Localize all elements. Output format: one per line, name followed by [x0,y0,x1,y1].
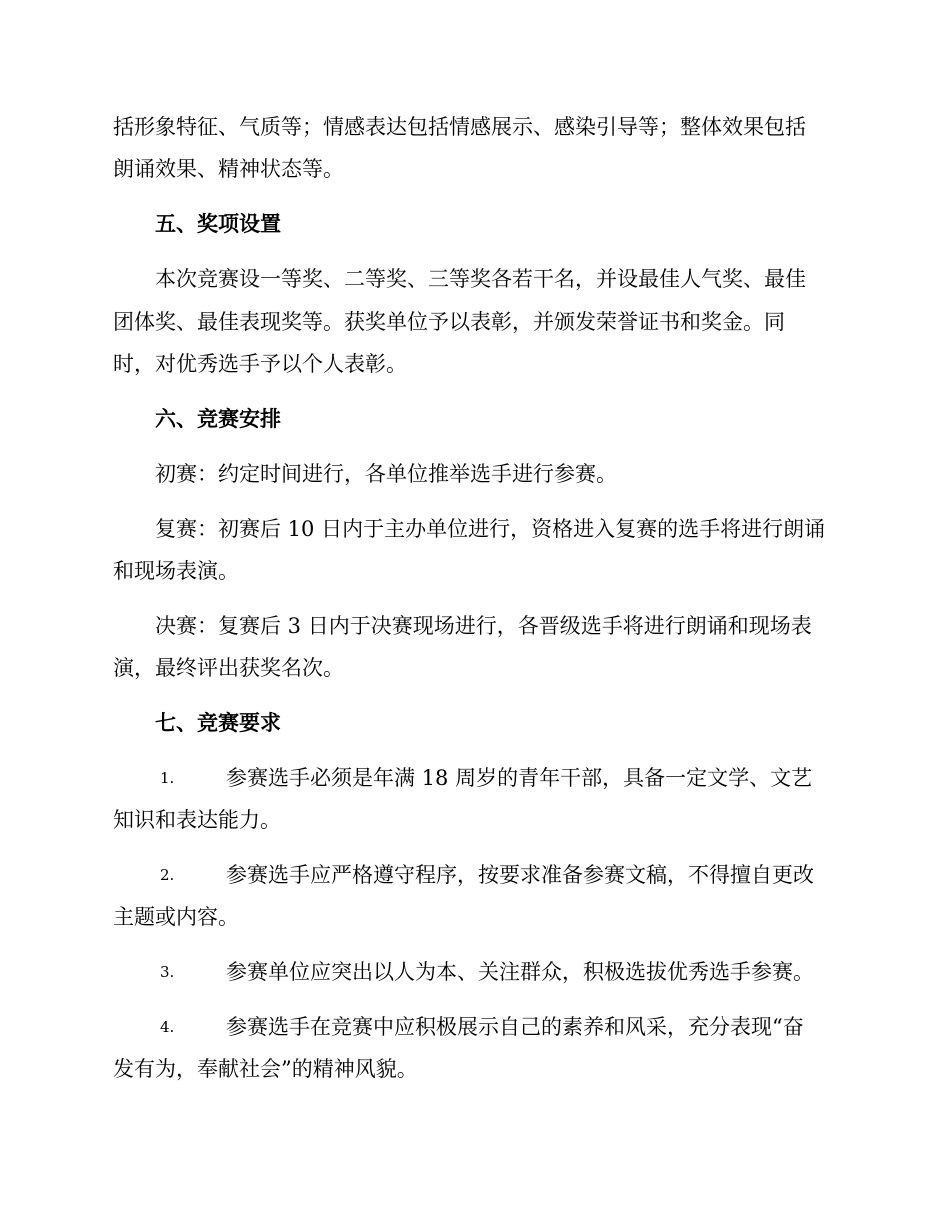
list-item-continuation [0,1052,950,1086]
list-item-text: 发有为，奉献社会”的精神风貌。 [113,1057,418,1081]
paragraph-line [0,651,950,685]
list-item-continuation [0,900,950,934]
list-item [0,955,950,989]
paragraph-line [0,262,950,296]
paragraph-line [0,347,950,381]
list-item-number: 3. [160,963,175,981]
intro-text: 朗诵效果、精神状态等。 [113,157,344,181]
awards-text: 时，对优秀选手予以个人表彰。 [113,352,407,376]
section-5-heading: 五、奖项设置 [155,211,281,236]
semifinal-text: 复赛：初赛后 10 日内于主办单位进行，资格进入复赛的选手将进行朗诵 [155,517,826,541]
list-item-text: 参赛选手在竞赛中应积极展示自己的素养和风采，充分表现“奋 [226,1015,804,1039]
awards-text: 团体奖、最佳表现奖等。获奖单位予以表彰，并颁发荣誉证书和奖金。同 [113,310,785,334]
preliminary-text: 初赛：约定时间进行，各单位推举选手进行参赛。 [155,462,617,486]
paragraph-line [0,609,950,643]
section-6-heading: 六、竞赛安排 [155,406,281,431]
paragraph-line [0,305,950,339]
list-item [0,761,950,795]
awards-text: 本次竞赛设一等奖、二等奖、三等奖各若干名，并设最佳人气奖、最佳 [155,267,806,291]
paragraph-line [0,512,950,546]
section-heading [0,207,950,241]
paragraph-line [0,457,950,491]
list-item-text: 主题或内容。 [113,905,239,929]
list-item-text: 参赛选手应严格遵守程序，按要求准备参赛文稿，不得擅自更改 [226,863,814,887]
section-7-heading: 七、竞赛要求 [155,710,281,735]
list-item-number: 4. [160,1018,175,1036]
list-item-text: 参赛单位应突出以人为本、关注群众，积极选拔优秀选手参赛。 [226,960,814,984]
paragraph-line [0,110,950,144]
list-item-number: 2. [160,866,175,884]
list-item [0,858,950,892]
list-item-text: 参赛选手必须是年满 18 周岁的青年干部，具备一定文学、文艺 [226,766,813,790]
final-text: 决赛：复赛后 3 日内于决赛现场进行，各晋级选手将进行朗诵和现场表 [155,614,812,638]
section-heading [0,402,950,436]
list-item [0,1010,950,1044]
section-heading [0,706,950,740]
final-text: 演，最终评出获奖名次。 [113,656,344,680]
list-item-text: 知识和表达能力。 [113,808,281,832]
paragraph-line [0,554,950,588]
list-item-continuation [0,803,950,837]
intro-text: 括形象特征、气质等；情感表达包括情感展示、感染引导等；整体效果包括 [113,115,806,139]
semifinal-text: 和现场表演。 [113,559,239,583]
list-item-number: 1. [160,769,175,787]
paragraph-line [0,152,950,186]
